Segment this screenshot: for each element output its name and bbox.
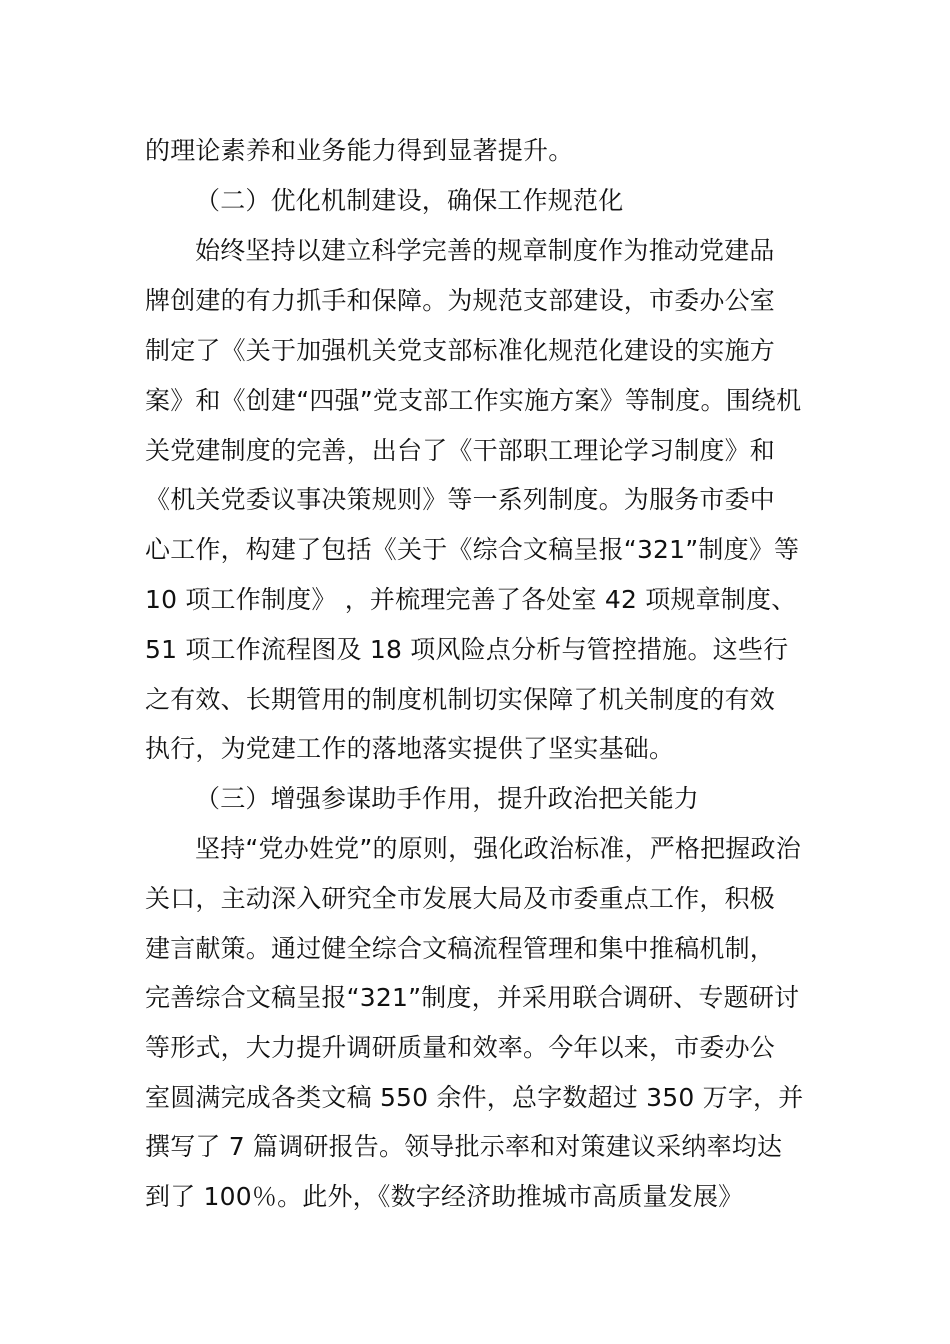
text-line: 关口，主动深入研究全市发展大局及市委重点工作，积极 [145,884,776,913]
text-line: 之有效、长期管用的制度机制切实保障了机关制度的有效 [145,685,776,714]
text-line: 制定了《关于加强机关党支部标准化规范化建设的实施方 [145,336,776,365]
text-line: 的理论素养和业务能力得到显著提升。 [145,136,574,165]
text-line: 室圆满完成各类文稿 550 余件，总字数超过 350 万字，并 [145,1083,804,1112]
text-line: 撰写了 7 篇调研报告。领导批示率和对策建议采纳率均达 [145,1132,783,1161]
text-line: 到了 100％。此外，《数字经济助推城市高质量发展》 [145,1182,744,1211]
section-heading: （三）增强参谋助手作用，提升政治把关能力 [195,784,700,813]
text-line: 51 项工作流程图及 18 项风险点分析与管控措施。这些行 [145,635,789,664]
section-heading: （二）优化机制建设，确保工作规范化 [195,186,624,215]
paragraph-first-line: 坚持“党办姓党”的原则，强化政治标准，严格把握政治 [195,834,801,863]
text-line: 建言献策。通过健全综合文稿流程管理和集中推稿机制， [145,934,776,963]
text-line: 关党建制度的完善，出台了《干部职工理论学习制度》和 [145,436,776,465]
paragraph-first-line: 始终坚持以建立科学完善的规章制度作为推动党建品 [195,236,775,265]
text-line: 等形式，大力提升调研质量和效率。今年以来，市委办公 [145,1033,776,1062]
text-line: 10 项工作制度》 ，并梳理完善了各处室 42 项规章制度、 [145,585,797,614]
text-line: 执行，为党建工作的落地落实提供了坚实基础。 [145,734,675,763]
text-line: 《机关党委议事决策规则》等一系列制度。为服务市委中 [145,485,776,514]
text-line: 案》和《创建“四强”党支部工作实施方案》等制度。围绕机 [145,386,802,415]
text-line: 牌创建的有力抓手和保障。为规范支部建设，市委办公室 [145,286,776,315]
text-line: 心工作，构建了包括《关于《综合文稿呈报“321”制度》等 [145,535,800,564]
text-line: 完善综合文稿呈报“321”制度，并采用联合调研、专题研讨 [145,983,800,1012]
